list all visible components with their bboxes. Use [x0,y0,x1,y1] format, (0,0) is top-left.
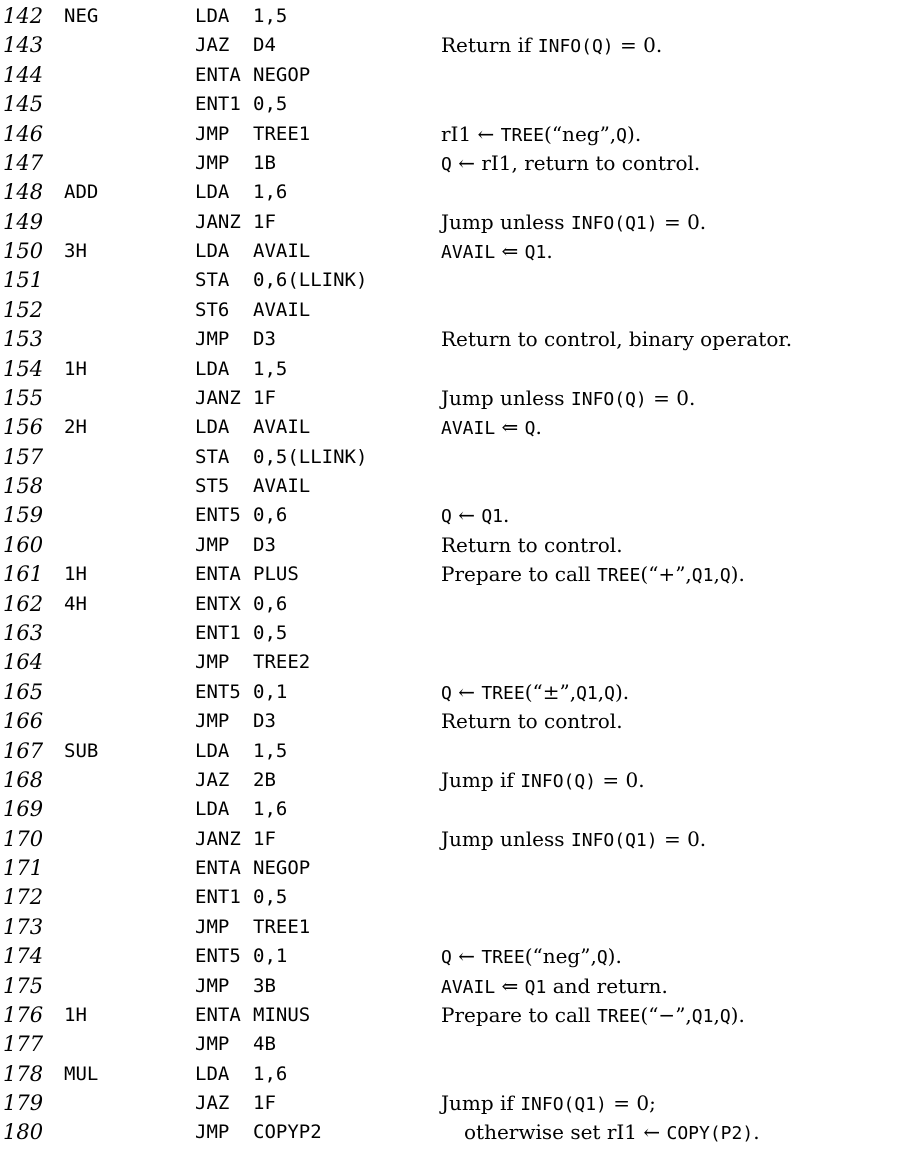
line-number: 148 [3,180,44,205]
opcode: LDA [195,5,230,27]
operand: 0,5 [253,93,288,116]
line-number: 151 [3,268,44,293]
comment-segment: Return to control. [441,709,623,734]
comment-segment: = 0. [657,209,707,234]
line-comment [441,324,792,354]
comment-segment: = 0. [613,33,663,58]
line-label: ADD [64,181,99,204]
comment-segment: INFO(Q1) [520,1094,607,1116]
operand: 1F [253,386,276,409]
line-comment [441,677,629,709]
operand: TREE1 [253,122,311,145]
line-number: 161 [3,562,44,587]
line-number: 155 [3,385,44,410]
operand: 0,1 [253,680,288,703]
comment-segment: Q [441,153,452,175]
code-line [0,1,901,31]
operand: 0,1 [253,945,288,968]
operand: 1,5 [253,739,288,762]
comment-segment: Jump unless [441,385,571,410]
comment-segment: (“neg”, [524,944,597,969]
comment-segment: INFO(Q) [520,770,597,792]
opcode: JAZ [195,1092,230,1115]
comment-segment: Q [596,947,608,969]
line-number: 157 [3,444,44,469]
comment-segment: TREE [597,565,641,587]
operand: PLUS [253,563,299,586]
operand: 1,6 [253,181,288,204]
line-number: 145 [3,92,44,117]
comment-segment: Jump if [441,1091,521,1116]
operand: NEGOP [253,857,311,880]
code-line [0,824,901,854]
line-number: 160 [3,532,44,557]
line-label: 2H [64,416,87,439]
line-number: 144 [3,62,44,87]
code-line [0,589,901,619]
line-number: 166 [3,709,44,734]
code-line [0,1029,901,1059]
operand: 1,5 [253,5,288,27]
code-line [0,383,901,413]
comment-segment: COPY(P2) [666,1123,754,1145]
comment-segment: Q [441,506,452,528]
operand: COPYP2 [253,1121,322,1144]
comment-segment: . [535,415,542,440]
operand: 3B [253,974,276,997]
comment-segment: Jump unless [441,826,571,851]
line-label: NEG [64,5,99,27]
line-number: 165 [3,679,44,704]
comment-segment: INFO(Q) [537,36,614,58]
comment-segment: Return to control, binary operator. [441,327,793,352]
comment-segment: ← [451,679,482,704]
opcode: ENTX [195,592,241,615]
operand: 1F [253,210,276,233]
line-label: SUB [64,739,99,762]
operand: 1B [253,151,276,174]
line-number: 147 [3,150,44,175]
comment-segment: (“±”, [524,679,577,704]
opcode: ENT5 [195,680,241,703]
line-number: 150 [3,239,44,264]
comment-segment: ← [451,503,482,528]
opcode: ENTA [195,63,241,86]
code-line [0,148,901,178]
code-line [0,1059,901,1089]
comment-segment: . [546,239,553,264]
opcode: LDA [195,739,230,762]
comment-segment: TREE [481,682,525,704]
line-number: 169 [3,797,44,822]
comment-segment: ). [730,1002,745,1027]
opcode: LDA [195,1062,230,1085]
opcode: ENT5 [195,945,241,968]
comment-segment: and return. [546,973,668,998]
comment-segment: . [503,503,510,528]
opcode: JANZ [195,210,241,233]
line-comment [464,1117,760,1149]
line-number: 142 [3,4,44,28]
line-comment [441,500,509,532]
line-number: 178 [3,1061,44,1086]
comment-segment: (“neg”, [544,121,617,146]
operand: NEGOP [253,63,311,86]
comment-segment: Return to control. [441,532,623,557]
code-line [0,882,901,912]
comment-segment: AVAIL [441,242,496,264]
line-comment [441,30,662,62]
comment-segment: Q1 [691,565,714,587]
operand: 2B [253,768,276,791]
opcode: ENTA [195,1003,241,1026]
opcode: LDA [195,357,230,380]
line-comment [441,559,745,591]
code-line [0,618,901,648]
comment-segment: = 0. [646,385,696,410]
line-label: 1H [64,1003,87,1026]
code-line [0,912,901,942]
line-number: 156 [3,415,44,440]
comment-segment: = 0. [657,826,707,851]
comment-segment: Q1 [524,976,547,998]
operand: TREE1 [253,915,311,938]
opcode: JMP [195,651,230,674]
opcode: JAZ [195,768,230,791]
comment-segment: Q1 [481,506,504,528]
line-number: 154 [3,356,44,381]
opcode: ST6 [195,298,230,321]
line-comment [441,236,553,268]
code-line [0,971,901,1001]
line-number: 173 [3,914,44,939]
comment-segment: otherwise set rI1 ← [464,1120,667,1145]
code-line [0,941,901,971]
opcode: JMP [195,974,230,997]
operand: AVAIL [253,475,311,498]
comment-segment: Prepare to call [441,1002,598,1027]
comment-segment: . [753,1120,760,1145]
comment-segment: ⇐ [495,239,525,264]
comment-segment: Q [524,418,536,440]
code-line [0,207,901,237]
code-line [0,30,901,60]
operand: 0,5 [253,621,288,644]
line-number: 170 [3,826,44,851]
code-line [0,412,901,442]
line-number: 163 [3,620,44,645]
code-line [0,677,901,707]
code-line [0,1000,901,1030]
comment-segment: Q [441,947,452,969]
operand: D3 [253,710,276,733]
line-number: 180 [3,1120,44,1145]
opcode: JANZ [195,386,241,409]
comment-segment: Jump if [441,767,521,792]
comment-segment: TREE [500,124,545,146]
comment-segment: ⇐ [495,973,525,998]
code-line [0,1088,901,1118]
operand: 1,6 [253,798,288,821]
opcode: JAZ [195,34,230,57]
comment-segment: TREE [481,947,525,969]
line-number: 177 [3,1032,44,1057]
code-line [0,236,901,266]
line-label: 4H [64,592,87,615]
operand: 0,6 [253,592,288,615]
opcode: JMP [195,151,230,174]
opcode: ENT1 [195,93,241,116]
code-line [0,295,901,325]
comment-segment: ← rI1, return to control. [451,150,701,175]
comment-segment: Q [604,682,615,704]
operand: D4 [253,34,276,57]
comment-segment: Q [441,682,452,704]
comment-segment: Q1 [576,682,598,704]
operand: 0,6 [253,504,288,527]
operand: AVAIL [253,298,311,321]
code-line [0,1117,901,1147]
comment-segment: Q1 [524,242,547,264]
comment-segment: (“−”, [640,1002,692,1027]
line-comment [441,383,695,415]
line-number: 176 [3,1002,44,1027]
line-number: 158 [3,474,44,499]
code-line [0,354,901,384]
line-number: 172 [3,885,44,910]
opcode: ENT1 [195,621,241,644]
opcode: JMP [195,533,230,556]
comment-segment: Jump unless [441,209,571,234]
line-number: 179 [3,1091,44,1116]
comment-segment: ⇐ [495,415,525,440]
comment-segment: Prepare to call [441,562,598,587]
line-comment [441,1088,656,1120]
opcode: JANZ [195,827,241,850]
comment-segment: Q [719,1005,731,1027]
code-line [0,853,901,883]
line-number: 146 [3,121,44,146]
opcode: STA [195,269,230,292]
code-line [0,89,901,119]
line-number: 162 [3,591,44,616]
operand: 0,6(LLINK) [253,269,368,292]
line-comment [441,148,700,180]
line-number: 171 [3,856,44,881]
operand: MINUS [253,1003,311,1026]
comment-segment: INFO(Q) [570,388,647,410]
line-label: 1H [64,563,87,586]
comment-segment: ← [451,944,482,969]
line-comment [441,765,645,797]
comment-segment: AVAIL [441,418,496,440]
line-number: 152 [3,297,44,322]
line-number: 159 [3,503,44,528]
code-line [0,706,901,736]
code-line [0,60,901,90]
opcode: JMP [195,1121,230,1144]
line-label: 3H [64,240,87,263]
comment-segment: AVAIL [441,976,496,998]
code-line [0,119,901,149]
operand: 1,5 [253,357,288,380]
line-number: 164 [3,650,44,675]
line-number: 175 [3,973,44,998]
comment-segment: = 0; [606,1091,656,1116]
operand: 1F [253,827,276,850]
line-number: 168 [3,767,44,792]
comment-segment: , [713,1002,720,1027]
line-number: 153 [3,327,44,352]
line-label: MUL [64,1062,99,1085]
operand: 0,5(LLINK) [253,445,368,468]
opcode: JMP [195,328,230,351]
opcode: ENT5 [195,504,241,527]
line-number: 174 [3,944,44,969]
comment-segment: Q1 [691,1005,714,1027]
opcode: ENTA [195,563,241,586]
operand: D3 [253,533,276,556]
line-comment [441,119,641,151]
comment-segment: = 0. [596,767,645,792]
operand: 1,6 [253,1062,288,1085]
comment-segment: Return if [441,33,538,58]
line-number: 149 [3,209,44,234]
code-line [0,471,901,501]
code-line [0,559,901,589]
comment-segment: (“+”, [640,562,692,587]
line-comment [441,824,706,856]
operand: 4B [253,1033,276,1056]
opcode: LDA [195,240,230,263]
comment-segment: Q [616,124,628,146]
comment-segment: rI1 ← [441,121,501,146]
opcode: LDA [195,798,230,821]
opcode: JMP [195,710,230,733]
opcode: ENTA [195,857,241,880]
operand: 0,5 [253,886,288,909]
code-line [0,530,901,560]
opcode: LDA [195,181,230,204]
operand: AVAIL [253,416,311,439]
code-line [0,794,901,824]
comment-segment: , [713,562,720,587]
opcode: LDA [195,416,230,439]
line-number: 143 [3,33,44,58]
line-label: 1H [64,357,87,380]
comment-segment: Q [719,565,731,587]
opcode: JMP [195,1033,230,1056]
line-comment [441,941,622,973]
operand: 1F [253,1092,276,1115]
line-comment [441,1000,745,1032]
comment-segment: TREE [597,1005,641,1027]
comment-segment: , [597,679,605,704]
code-line [0,736,901,766]
opcode: ST5 [195,475,230,498]
line-comment [441,706,623,736]
code-line [0,647,901,677]
line-comment [441,530,623,560]
line-comment [441,207,706,239]
line-number: 167 [3,738,44,763]
code-line [0,177,901,207]
code-line [0,324,901,354]
opcode: JMP [195,122,230,145]
code-line [0,765,901,795]
opcode: STA [195,445,230,468]
comment-segment: INFO(Q1) [570,212,658,234]
comment-segment: ). [607,944,622,969]
operand: TREE2 [253,651,311,674]
code-line [0,442,901,472]
comment-segment: ). [614,679,630,704]
code-line [0,500,901,530]
comment-segment: INFO(Q1) [570,829,658,851]
opcode: ENT1 [195,886,241,909]
comment-segment: ). [627,121,642,146]
operand: AVAIL [253,240,311,263]
comment-segment: ). [730,562,745,587]
code-line [0,265,901,295]
operand: D3 [253,328,276,351]
line-comment [441,412,542,444]
line-comment [441,971,668,1003]
opcode: JMP [195,915,230,938]
